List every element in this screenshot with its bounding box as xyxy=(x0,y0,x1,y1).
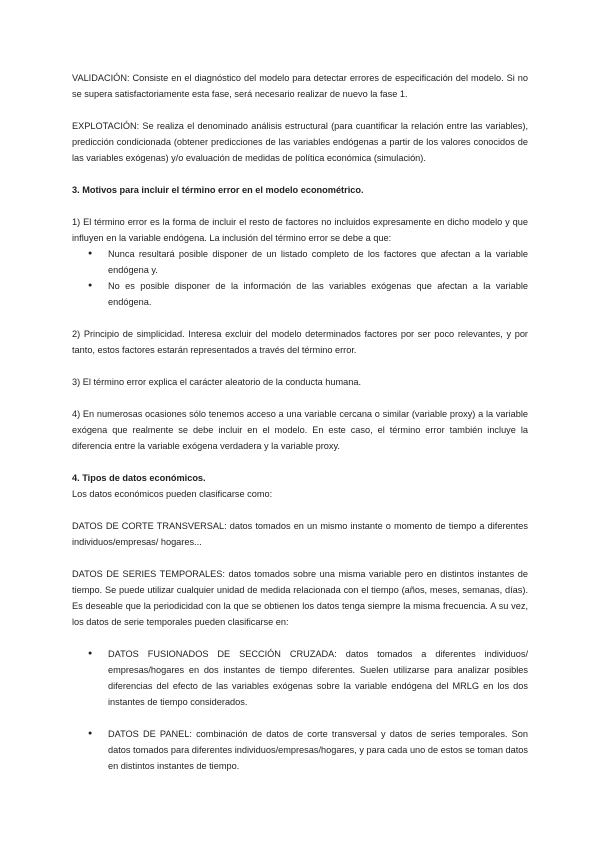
list-item xyxy=(72,646,528,710)
section-heading-4: 4. Tipos de datos económicos. xyxy=(72,473,206,483)
bullet-icon: ● xyxy=(88,730,93,737)
bullet-icon: ● xyxy=(88,650,93,657)
bullet-icon: ● xyxy=(88,282,93,289)
paragraph-intro-4: Los datos económicos pueden clasificarse como: xyxy=(72,489,273,499)
list-item xyxy=(72,246,528,278)
paragraph-series-temporales: DATOS DE SERIES TEMPORALES: datos tomados sobre una misma variable pero en distintos instantes de tiempo. Se puede utilizar cualquier unidad de medida relacionada con el tiempo (años, meses, semanas, días). Es deseable que la periodicidad con la que se obtienen los datos tenga siempre la misma frecuencia. A su vez, los datos de serie temporales pueden clasificarse en: xyxy=(72,569,528,627)
paragraph-motivo-1: 1) El término error es la forma de incluir el resto de factores no incluidos expresamente en dicho modelo y que influyen en la variable endógena. La inclusión del término error se debe a que: xyxy=(72,217,528,243)
section-heading-3: 3. Motivos para incluir el término error en el modelo econométrico. xyxy=(72,185,364,195)
paragraph-validacion: VALIDACIÓN: Consiste en el diagnóstico del modelo para detectar errores de especificación del modelo. Si no se supera satisfactoriamente esta fase, será necesario realizar de nuevo la fase 1. xyxy=(72,73,528,99)
list-item xyxy=(72,278,528,310)
list-item-text: DATOS FUSIONADOS DE SECCIÓN CRUZADA: datos tomados a diferentes individuos/ empresas/hogares en dos instantes de tiempo diferentes. Suelen utilizarse para analizar posibles diferencias del efecto de las variables exógenas sobre la variable endógena del MRLG en los dos instantes de tiempo considerados. xyxy=(108,649,528,707)
paragraph-motivo-4: 4) En numerosas ocasiones sólo tenemos acceso a una variable cercana o similar (variable proxy) a la variable exógena que realmente se debe incluir en el modelo. En este caso, el término error también incluye la diferencia entre la variable exógena verdadera y la variable proxy. xyxy=(72,409,528,451)
paragraph-corte-transversal: DATOS DE CORTE TRANSVERSAL: datos tomados en un mismo instante o momento de tiempo a diferentes individuos/empresas/ hogares... xyxy=(72,521,528,547)
paragraph-explotacion: EXPLOTACIÓN: Se realiza el denominado análisis estructural (para cuantificar la relación entre las variables), predicción condicionada (obtener predicciones de las variables endógenas a partir de los valores conocidos de las variables exógenas) y/o evaluación de medidas de política económica (simulación). xyxy=(72,121,528,163)
paragraph-motivo-3: 3) El término error explica el carácter aleatorio de la conducta humana. xyxy=(72,377,362,387)
motivo-1-bullet-list xyxy=(72,246,528,310)
list-item-text: No es posible disponer de la información de las variables exógenas que afectan a la variable endógena. xyxy=(108,281,528,307)
document-body xyxy=(72,70,528,774)
paragraph-motivo-2: 2) Principio de simplicidad. Interesa excluir del modelo determinados factores por ser poco relevantes, y por tanto, estos factores estarán representados a través del término error. xyxy=(72,329,528,355)
list-item-text: Nunca resultará posible disponer de un listado completo de los factores que afectan a la variable endógena y. xyxy=(108,249,528,275)
bullet-icon: ● xyxy=(88,250,93,257)
list-item-text: DATOS DE PANEL: combinación de datos de corte transversal y datos de series temporales. Son datos tomados para diferentes individuos/empresas/hogares, y para cada uno de estos se toman datos en distintos instantes de tiempo. xyxy=(108,729,528,771)
series-bullet-list xyxy=(72,646,528,774)
list-item xyxy=(72,726,528,774)
